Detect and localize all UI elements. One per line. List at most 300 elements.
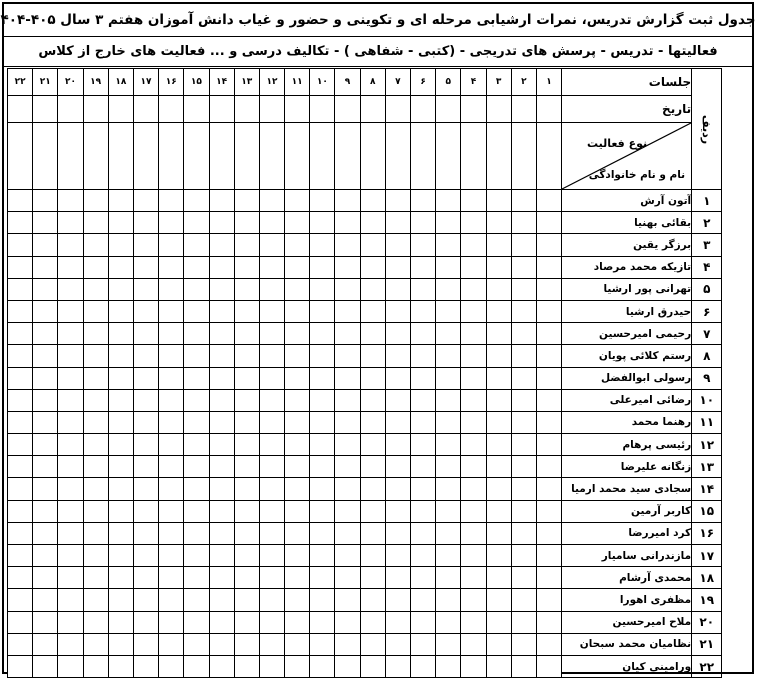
grade-cell[interactable]: [310, 278, 335, 300]
grade-cell[interactable]: [133, 367, 158, 389]
grade-cell[interactable]: [133, 234, 158, 256]
grade-cell[interactable]: [184, 389, 209, 411]
grade-cell[interactable]: [536, 234, 561, 256]
grade-cell[interactable]: [159, 190, 184, 212]
grade-cell[interactable]: [33, 456, 58, 478]
grade-cell[interactable]: [310, 300, 335, 322]
grade-cell[interactable]: [461, 545, 486, 567]
grade-cell[interactable]: [335, 478, 360, 500]
grade-cell[interactable]: [133, 190, 158, 212]
grade-cell[interactable]: [385, 545, 410, 567]
grade-cell[interactable]: [511, 323, 536, 345]
grade-cell[interactable]: [285, 611, 310, 633]
grade-cell[interactable]: [335, 300, 360, 322]
grade-cell[interactable]: [536, 478, 561, 500]
grade-cell[interactable]: [411, 345, 436, 367]
grade-cell[interactable]: [335, 367, 360, 389]
grade-cell[interactable]: [259, 567, 284, 589]
grade-cell[interactable]: [335, 434, 360, 456]
grade-cell[interactable]: [360, 478, 385, 500]
grade-cell[interactable]: [159, 278, 184, 300]
grade-cell[interactable]: [133, 611, 158, 633]
grade-cell[interactable]: [335, 545, 360, 567]
grade-cell[interactable]: [335, 411, 360, 433]
grade-cell[interactable]: [159, 300, 184, 322]
date-cell[interactable]: [58, 96, 83, 123]
grade-cell[interactable]: [285, 256, 310, 278]
grade-cell[interactable]: [285, 633, 310, 655]
grade-cell[interactable]: [411, 411, 436, 433]
grade-cell[interactable]: [486, 323, 511, 345]
grade-cell[interactable]: [360, 212, 385, 234]
grade-cell[interactable]: [436, 589, 461, 611]
grade-cell[interactable]: [184, 256, 209, 278]
grade-cell[interactable]: [83, 478, 108, 500]
grade-cell[interactable]: [335, 234, 360, 256]
grade-cell[interactable]: [159, 345, 184, 367]
grade-cell[interactable]: [486, 478, 511, 500]
grade-cell[interactable]: [58, 234, 83, 256]
grade-cell[interactable]: [360, 434, 385, 456]
grade-cell[interactable]: [209, 633, 234, 655]
grade-cell[interactable]: [159, 389, 184, 411]
grade-cell[interactable]: [385, 234, 410, 256]
grade-cell[interactable]: [310, 389, 335, 411]
grade-cell[interactable]: [58, 567, 83, 589]
grade-cell[interactable]: [511, 278, 536, 300]
grade-cell[interactable]: [8, 256, 33, 278]
grade-cell[interactable]: [536, 589, 561, 611]
grade-cell[interactable]: [184, 611, 209, 633]
grade-cell[interactable]: [184, 589, 209, 611]
grade-cell[interactable]: [234, 411, 259, 433]
activity-type-cell[interactable]: [108, 123, 133, 190]
date-cell[interactable]: [486, 96, 511, 123]
grade-cell[interactable]: [159, 545, 184, 567]
grade-cell[interactable]: [83, 345, 108, 367]
grade-cell[interactable]: [133, 655, 158, 677]
grade-cell[interactable]: [436, 190, 461, 212]
grade-cell[interactable]: [33, 567, 58, 589]
grade-cell[interactable]: [8, 300, 33, 322]
grade-cell[interactable]: [310, 456, 335, 478]
grade-cell[interactable]: [108, 411, 133, 433]
grade-cell[interactable]: [108, 633, 133, 655]
grade-cell[interactable]: [436, 655, 461, 677]
grade-cell[interactable]: [486, 212, 511, 234]
grade-cell[interactable]: [259, 611, 284, 633]
grade-cell[interactable]: [108, 478, 133, 500]
grade-cell[interactable]: [108, 300, 133, 322]
grade-cell[interactable]: [436, 367, 461, 389]
grade-cell[interactable]: [285, 234, 310, 256]
grade-cell[interactable]: [33, 278, 58, 300]
grade-cell[interactable]: [360, 567, 385, 589]
grade-cell[interactable]: [536, 411, 561, 433]
grade-cell[interactable]: [411, 389, 436, 411]
grade-cell[interactable]: [83, 190, 108, 212]
grade-cell[interactable]: [360, 411, 385, 433]
grade-cell[interactable]: [335, 345, 360, 367]
grade-cell[interactable]: [209, 611, 234, 633]
grade-cell[interactable]: [436, 633, 461, 655]
grade-cell[interactable]: [335, 655, 360, 677]
date-cell[interactable]: [285, 96, 310, 123]
grade-cell[interactable]: [285, 278, 310, 300]
grade-cell[interactable]: [234, 655, 259, 677]
grade-cell[interactable]: [436, 300, 461, 322]
grade-cell[interactable]: [209, 234, 234, 256]
grade-cell[interactable]: [133, 389, 158, 411]
grade-cell[interactable]: [33, 300, 58, 322]
grade-cell[interactable]: [159, 212, 184, 234]
grade-cell[interactable]: [33, 522, 58, 544]
date-cell[interactable]: [335, 96, 360, 123]
grade-cell[interactable]: [108, 367, 133, 389]
grade-cell[interactable]: [411, 190, 436, 212]
grade-cell[interactable]: [209, 500, 234, 522]
grade-cell[interactable]: [209, 478, 234, 500]
date-cell[interactable]: [259, 96, 284, 123]
grade-cell[interactable]: [436, 256, 461, 278]
grade-cell[interactable]: [310, 589, 335, 611]
grade-cell[interactable]: [310, 234, 335, 256]
grade-cell[interactable]: [8, 655, 33, 677]
grade-cell[interactable]: [83, 300, 108, 322]
grade-cell[interactable]: [285, 456, 310, 478]
grade-cell[interactable]: [486, 589, 511, 611]
grade-cell[interactable]: [58, 500, 83, 522]
grade-cell[interactable]: [486, 190, 511, 212]
grade-cell[interactable]: [108, 500, 133, 522]
grade-cell[interactable]: [411, 655, 436, 677]
grade-cell[interactable]: [184, 456, 209, 478]
grade-cell[interactable]: [184, 300, 209, 322]
grade-cell[interactable]: [133, 323, 158, 345]
grade-cell[interactable]: [234, 212, 259, 234]
grade-cell[interactable]: [461, 567, 486, 589]
grade-cell[interactable]: [285, 655, 310, 677]
grade-cell[interactable]: [8, 500, 33, 522]
grade-cell[interactable]: [486, 545, 511, 567]
grade-cell[interactable]: [58, 367, 83, 389]
grade-cell[interactable]: [486, 300, 511, 322]
activity-type-cell[interactable]: [209, 123, 234, 190]
grade-cell[interactable]: [285, 345, 310, 367]
grade-cell[interactable]: [33, 545, 58, 567]
grade-cell[interactable]: [536, 567, 561, 589]
grade-cell[interactable]: [310, 411, 335, 433]
grade-cell[interactable]: [285, 212, 310, 234]
grade-cell[interactable]: [33, 256, 58, 278]
grade-cell[interactable]: [234, 522, 259, 544]
grade-cell[interactable]: [133, 589, 158, 611]
grade-cell[interactable]: [209, 389, 234, 411]
grade-cell[interactable]: [33, 234, 58, 256]
grade-cell[interactable]: [33, 434, 58, 456]
grade-cell[interactable]: [234, 633, 259, 655]
grade-cell[interactable]: [184, 633, 209, 655]
grade-cell[interactable]: [536, 389, 561, 411]
grade-cell[interactable]: [159, 411, 184, 433]
grade-cell[interactable]: [209, 300, 234, 322]
grade-cell[interactable]: [83, 589, 108, 611]
activity-type-cell[interactable]: [133, 123, 158, 190]
grade-cell[interactable]: [310, 567, 335, 589]
grade-cell[interactable]: [159, 456, 184, 478]
grade-cell[interactable]: [259, 367, 284, 389]
grade-cell[interactable]: [461, 655, 486, 677]
grade-cell[interactable]: [108, 434, 133, 456]
grade-cell[interactable]: [436, 611, 461, 633]
grade-cell[interactable]: [285, 190, 310, 212]
grade-cell[interactable]: [234, 434, 259, 456]
grade-cell[interactable]: [486, 611, 511, 633]
grade-cell[interactable]: [511, 589, 536, 611]
grade-cell[interactable]: [385, 522, 410, 544]
grade-cell[interactable]: [486, 256, 511, 278]
grade-cell[interactable]: [83, 367, 108, 389]
grade-cell[interactable]: [234, 323, 259, 345]
grade-cell[interactable]: [83, 456, 108, 478]
grade-cell[interactable]: [234, 234, 259, 256]
grade-cell[interactable]: [58, 434, 83, 456]
grade-cell[interactable]: [536, 300, 561, 322]
grade-cell[interactable]: [133, 500, 158, 522]
grade-cell[interactable]: [411, 567, 436, 589]
grade-cell[interactable]: [285, 367, 310, 389]
grade-cell[interactable]: [184, 434, 209, 456]
grade-cell[interactable]: [385, 589, 410, 611]
date-cell[interactable]: [234, 96, 259, 123]
grade-cell[interactable]: [486, 411, 511, 433]
grade-cell[interactable]: [8, 478, 33, 500]
grade-cell[interactable]: [133, 522, 158, 544]
grade-cell[interactable]: [360, 545, 385, 567]
grade-cell[interactable]: [259, 434, 284, 456]
grade-cell[interactable]: [234, 300, 259, 322]
grade-cell[interactable]: [310, 256, 335, 278]
grade-cell[interactable]: [33, 478, 58, 500]
grade-cell[interactable]: [209, 345, 234, 367]
grade-cell[interactable]: [159, 567, 184, 589]
grade-cell[interactable]: [436, 278, 461, 300]
grade-cell[interactable]: [436, 567, 461, 589]
grade-cell[interactable]: [259, 478, 284, 500]
grade-cell[interactable]: [259, 300, 284, 322]
grade-cell[interactable]: [259, 633, 284, 655]
grade-cell[interactable]: [486, 434, 511, 456]
grade-cell[interactable]: [536, 256, 561, 278]
grade-cell[interactable]: [259, 323, 284, 345]
grade-cell[interactable]: [133, 278, 158, 300]
grade-cell[interactable]: [511, 545, 536, 567]
date-cell[interactable]: [310, 96, 335, 123]
grade-cell[interactable]: [209, 323, 234, 345]
grade-cell[interactable]: [436, 234, 461, 256]
grade-cell[interactable]: [8, 567, 33, 589]
grade-cell[interactable]: [209, 411, 234, 433]
grade-cell[interactable]: [33, 655, 58, 677]
grade-cell[interactable]: [360, 522, 385, 544]
grade-cell[interactable]: [536, 212, 561, 234]
date-cell[interactable]: [436, 96, 461, 123]
grade-cell[interactable]: [511, 611, 536, 633]
grade-cell[interactable]: [285, 323, 310, 345]
activity-type-cell[interactable]: [259, 123, 284, 190]
activity-type-cell[interactable]: [536, 123, 561, 190]
grade-cell[interactable]: [461, 411, 486, 433]
grade-cell[interactable]: [184, 234, 209, 256]
grade-cell[interactable]: [285, 500, 310, 522]
activity-type-cell[interactable]: [234, 123, 259, 190]
grade-cell[interactable]: [209, 190, 234, 212]
grade-cell[interactable]: [58, 633, 83, 655]
grade-cell[interactable]: [209, 655, 234, 677]
grade-cell[interactable]: [461, 522, 486, 544]
grade-cell[interactable]: [335, 256, 360, 278]
grade-cell[interactable]: [411, 478, 436, 500]
grade-cell[interactable]: [385, 345, 410, 367]
grade-cell[interactable]: [335, 389, 360, 411]
grade-cell[interactable]: [83, 389, 108, 411]
grade-cell[interactable]: [259, 545, 284, 567]
grade-cell[interactable]: [436, 323, 461, 345]
grade-cell[interactable]: [209, 567, 234, 589]
grade-cell[interactable]: [486, 345, 511, 367]
grade-cell[interactable]: [58, 278, 83, 300]
date-cell[interactable]: [108, 96, 133, 123]
grade-cell[interactable]: [285, 522, 310, 544]
grade-cell[interactable]: [285, 567, 310, 589]
date-cell[interactable]: [360, 96, 385, 123]
grade-cell[interactable]: [385, 655, 410, 677]
date-cell[interactable]: [133, 96, 158, 123]
grade-cell[interactable]: [511, 256, 536, 278]
grade-cell[interactable]: [83, 545, 108, 567]
activity-type-cell[interactable]: [511, 123, 536, 190]
grade-cell[interactable]: [108, 522, 133, 544]
grade-cell[interactable]: [285, 545, 310, 567]
grade-cell[interactable]: [511, 345, 536, 367]
grade-cell[interactable]: [310, 434, 335, 456]
grade-cell[interactable]: [335, 500, 360, 522]
grade-cell[interactable]: [335, 323, 360, 345]
grade-cell[interactable]: [159, 522, 184, 544]
grade-cell[interactable]: [33, 589, 58, 611]
grade-cell[interactable]: [511, 655, 536, 677]
grade-cell[interactable]: [184, 345, 209, 367]
grade-cell[interactable]: [108, 345, 133, 367]
grade-cell[interactable]: [385, 611, 410, 633]
grade-cell[interactable]: [360, 345, 385, 367]
grade-cell[interactable]: [58, 256, 83, 278]
grade-cell[interactable]: [511, 456, 536, 478]
grade-cell[interactable]: [310, 522, 335, 544]
grade-cell[interactable]: [436, 478, 461, 500]
grade-cell[interactable]: [436, 411, 461, 433]
date-cell[interactable]: [411, 96, 436, 123]
grade-cell[interactable]: [536, 190, 561, 212]
grade-cell[interactable]: [259, 655, 284, 677]
grade-cell[interactable]: [234, 611, 259, 633]
grade-cell[interactable]: [360, 456, 385, 478]
grade-cell[interactable]: [536, 456, 561, 478]
grade-cell[interactable]: [436, 212, 461, 234]
grade-cell[interactable]: [133, 345, 158, 367]
grade-cell[interactable]: [33, 611, 58, 633]
grade-cell[interactable]: [536, 500, 561, 522]
grade-cell[interactable]: [536, 611, 561, 633]
grade-cell[interactable]: [385, 411, 410, 433]
grade-cell[interactable]: [461, 478, 486, 500]
grade-cell[interactable]: [411, 611, 436, 633]
grade-cell[interactable]: [184, 567, 209, 589]
activity-type-cell[interactable]: [159, 123, 184, 190]
grade-cell[interactable]: [133, 434, 158, 456]
grade-cell[interactable]: [83, 522, 108, 544]
grade-cell[interactable]: [411, 367, 436, 389]
grade-cell[interactable]: [234, 367, 259, 389]
grade-cell[interactable]: [259, 411, 284, 433]
grade-cell[interactable]: [385, 434, 410, 456]
activity-type-cell[interactable]: [360, 123, 385, 190]
grade-cell[interactable]: [8, 522, 33, 544]
grade-cell[interactable]: [83, 278, 108, 300]
grade-cell[interactable]: [385, 500, 410, 522]
grade-cell[interactable]: [461, 300, 486, 322]
grade-cell[interactable]: [335, 589, 360, 611]
grade-cell[interactable]: [58, 411, 83, 433]
grade-cell[interactable]: [285, 589, 310, 611]
grade-cell[interactable]: [360, 278, 385, 300]
grade-cell[interactable]: [360, 256, 385, 278]
activity-type-cell[interactable]: [486, 123, 511, 190]
grade-cell[interactable]: [335, 633, 360, 655]
grade-cell[interactable]: [436, 434, 461, 456]
grade-cell[interactable]: [461, 212, 486, 234]
grade-cell[interactable]: [184, 190, 209, 212]
grade-cell[interactable]: [511, 633, 536, 655]
date-cell[interactable]: [8, 96, 33, 123]
grade-cell[interactable]: [385, 389, 410, 411]
grade-cell[interactable]: [411, 500, 436, 522]
grade-cell[interactable]: [461, 633, 486, 655]
grade-cell[interactable]: [461, 611, 486, 633]
grade-cell[interactable]: [486, 234, 511, 256]
grade-cell[interactable]: [360, 300, 385, 322]
grade-cell[interactable]: [461, 345, 486, 367]
grade-cell[interactable]: [461, 323, 486, 345]
grade-cell[interactable]: [259, 190, 284, 212]
grade-cell[interactable]: [511, 411, 536, 433]
grade-cell[interactable]: [411, 522, 436, 544]
grade-cell[interactable]: [259, 500, 284, 522]
grade-cell[interactable]: [360, 633, 385, 655]
grade-cell[interactable]: [486, 500, 511, 522]
grade-cell[interactable]: [511, 367, 536, 389]
grade-cell[interactable]: [536, 323, 561, 345]
grade-cell[interactable]: [360, 500, 385, 522]
grade-cell[interactable]: [234, 500, 259, 522]
grade-cell[interactable]: [461, 278, 486, 300]
grade-cell[interactable]: [335, 567, 360, 589]
grade-cell[interactable]: [8, 434, 33, 456]
grade-cell[interactable]: [108, 589, 133, 611]
grade-cell[interactable]: [133, 256, 158, 278]
grade-cell[interactable]: [436, 345, 461, 367]
grade-cell[interactable]: [486, 655, 511, 677]
